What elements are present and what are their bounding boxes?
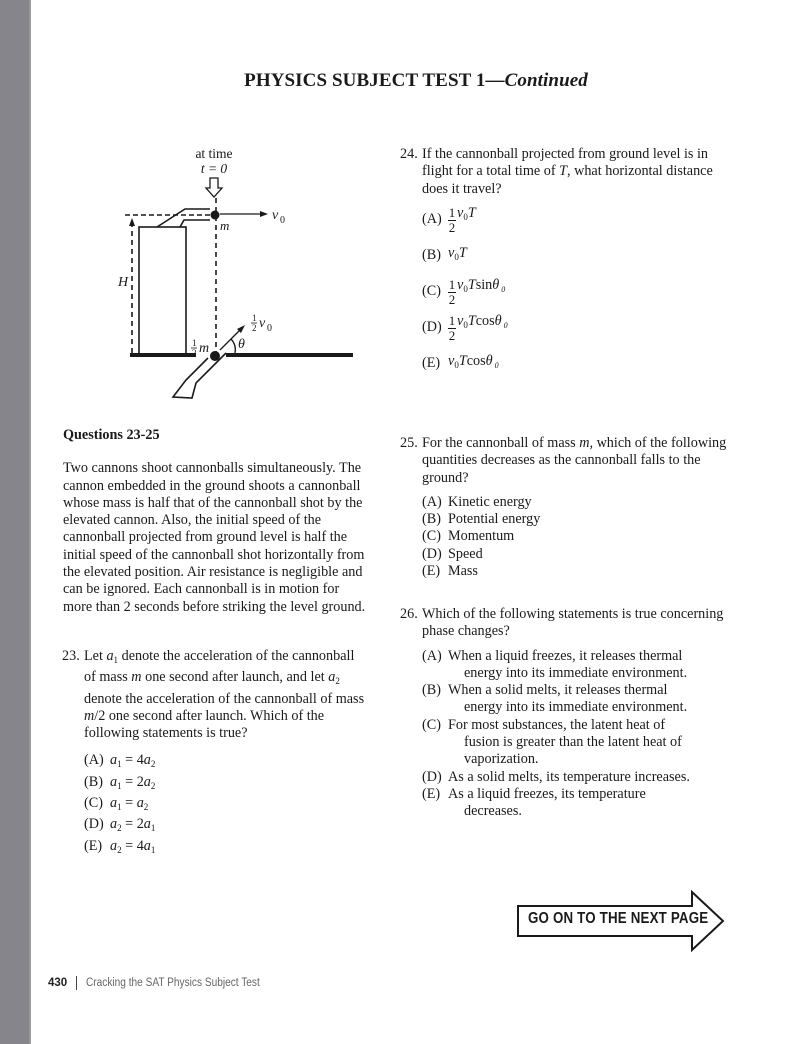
diagram-label-half-m: m xyxy=(199,341,210,356)
v0-arrow-head-icon xyxy=(260,211,268,217)
choice-label: (E) xyxy=(422,355,441,372)
ground-left xyxy=(130,353,196,357)
answer-choices xyxy=(422,202,731,382)
page-number: 430 xyxy=(48,977,68,989)
question-number: 26. xyxy=(400,606,418,622)
fraction: $\frac{1}{2}$ xyxy=(448,277,456,308)
diagram-label-half-v0-sub: 0 xyxy=(267,323,272,334)
time-arrow-icon xyxy=(206,178,222,197)
question-number: 24. xyxy=(400,146,418,162)
page-title-continued: Continued xyxy=(504,70,588,91)
answer-choice[interactable]: (E) As a liquid freezes, its temperature decreases. xyxy=(422,785,646,820)
elevated-cannon xyxy=(157,209,210,227)
diagram-label-t0: t = 0 xyxy=(200,161,228,176)
question-text: If the cannonball projected from ground level is in flight for a total time of T, what horizontal distance does it travel? xyxy=(422,146,713,197)
diagram-label-m: m xyxy=(220,218,230,233)
book-title: Cracking the SAT Physics Subject Test xyxy=(86,977,261,989)
diagram-label-half-v0-num: 1 xyxy=(252,313,257,323)
choice-expression: $\frac{1}{2}$ $v_0Tcos\theta$ $_0$ xyxy=(448,313,508,344)
fraction: $\frac{1}{2}$ xyxy=(448,313,456,344)
choice-expression: $v_0T$ xyxy=(448,245,467,263)
answer-choice[interactable]: (B) When a solid melts, it releases thermal energy into its immediate environment. xyxy=(422,682,688,716)
answer-choice[interactable]: (C) For most substances, the latent heat of fusion is greater than the latent heat of vaporization. xyxy=(422,716,682,768)
answer-choice[interactable]: (D) Speed xyxy=(422,545,483,562)
question-number: 25. xyxy=(400,435,418,451)
page-title xyxy=(0,70,802,92)
cannon-diagram xyxy=(110,140,370,410)
cannonball-half-m xyxy=(210,351,220,361)
theta-arc xyxy=(231,339,235,353)
diagram-label-theta: θ xyxy=(238,337,245,352)
question-25 xyxy=(401,435,731,580)
question-number: 23. xyxy=(62,648,80,664)
passage-section xyxy=(63,427,368,616)
page-margin-bar xyxy=(0,0,31,1044)
page-title-dash: — xyxy=(485,70,505,91)
next-page-arrow[interactable] xyxy=(516,890,726,952)
ground-right xyxy=(226,353,353,357)
diagram-label-at-time: at time xyxy=(195,146,233,161)
question-24 xyxy=(401,146,731,382)
choice-expression: $\frac{1}{2}$ $v_0Tsin\theta$ $_0$ xyxy=(448,277,506,308)
answer-choice[interactable]: (A) When a liquid freezes, it releases thermal energy into its immediate environment. xyxy=(422,647,688,681)
building xyxy=(139,227,186,355)
choice-label: (B) xyxy=(422,247,441,264)
choice-label: (D) xyxy=(422,319,442,336)
fraction: $\frac{1}{2}$ xyxy=(448,205,456,236)
choice-expression: $v_0Tcos\theta$ $_0$ xyxy=(448,353,499,371)
question-text: For the cannonball of mass m, which of the following quantities decreases as the cannonball falls to the ground? xyxy=(422,435,727,486)
height-arrow-head-icon xyxy=(129,218,135,226)
cannonball-m xyxy=(211,211,220,220)
question-26 xyxy=(401,606,731,821)
answer-choice[interactable]: (A) $a_1 = 4a_2$ xyxy=(84,752,156,770)
choice-expression: $\frac{1}{2}$ $v_0T$ xyxy=(448,205,476,236)
answer-choices xyxy=(422,494,731,580)
question-text: Which of the following statements is true concerning phase changes? xyxy=(422,606,724,640)
choice-label: (C) xyxy=(422,283,441,300)
answer-choice[interactable]: (D) As a solid melts, its temperature increases. xyxy=(422,768,690,785)
answer-choice[interactable] xyxy=(422,346,731,382)
answer-choices xyxy=(84,752,368,858)
diagram-label-v0-sub: 0 xyxy=(280,215,285,226)
answer-choice[interactable]: (B) $a_1 = 2a_2$ xyxy=(84,773,156,791)
diagram-label-half-m-num: 1 xyxy=(192,338,197,348)
answer-choice[interactable] xyxy=(422,238,731,274)
diagram-label-half-v0-den: 2 xyxy=(252,323,257,333)
answer-choice[interactable] xyxy=(422,274,731,310)
page-footer xyxy=(48,976,284,990)
diagram-label-half-v0: v xyxy=(259,316,266,331)
footer-divider xyxy=(76,976,77,990)
diagram-label-H: H xyxy=(118,275,129,290)
answer-choice[interactable] xyxy=(422,310,731,346)
choice-label: (A) xyxy=(422,211,442,228)
question-text: Let $a_1$ denote the acceleration of the cannonball of mass m one second after launch, and let $a_2$ denote the acceleration of the cannonball of mass m/2 one second after launch. Which of the following statements is true? xyxy=(84,648,365,742)
answer-choice[interactable]: (E) Mass xyxy=(422,563,478,580)
answer-choice[interactable]: (C) Momentum xyxy=(422,528,515,545)
answer-choice[interactable]: (B) Potential energy xyxy=(422,511,541,528)
answer-choice[interactable]: (A) Kinetic energy xyxy=(422,493,532,510)
page-title-main: PHYSICS SUBJECT TEST 1 xyxy=(244,70,486,91)
answer-choices xyxy=(422,648,731,821)
answer-choice[interactable]: (E) $a_2 = 4a_1$ xyxy=(84,837,156,855)
questions-header: Questions 23-25 xyxy=(63,427,160,443)
question-23 xyxy=(63,648,368,859)
diagram-label-v0: v xyxy=(272,208,279,223)
next-page-label: GO ON TO THE NEXT PAGE xyxy=(528,910,709,927)
diagram-label-half-m-den: 2 xyxy=(192,348,197,358)
answer-choice[interactable]: (D) $a_2 = 2a_1$ xyxy=(84,816,156,834)
answer-choice[interactable] xyxy=(422,202,731,238)
answer-choice[interactable]: (C) $a_1 = a_2$ xyxy=(84,795,149,813)
passage-text: Two cannons shoot cannonballs simultaneously. The cannon embedded in the ground shoots a cannonball whose mass is half that of the cannonball shot by the elevated cannon. Also, the initial speed of the cannonball projected from ground level is half the initial speed of the cannonball shot horizontally from the elevated position. Air resistance is negligible and can be ignored. Each cannonball is in motion for more than 2 seconds before striking the level ground. xyxy=(63,460,366,615)
